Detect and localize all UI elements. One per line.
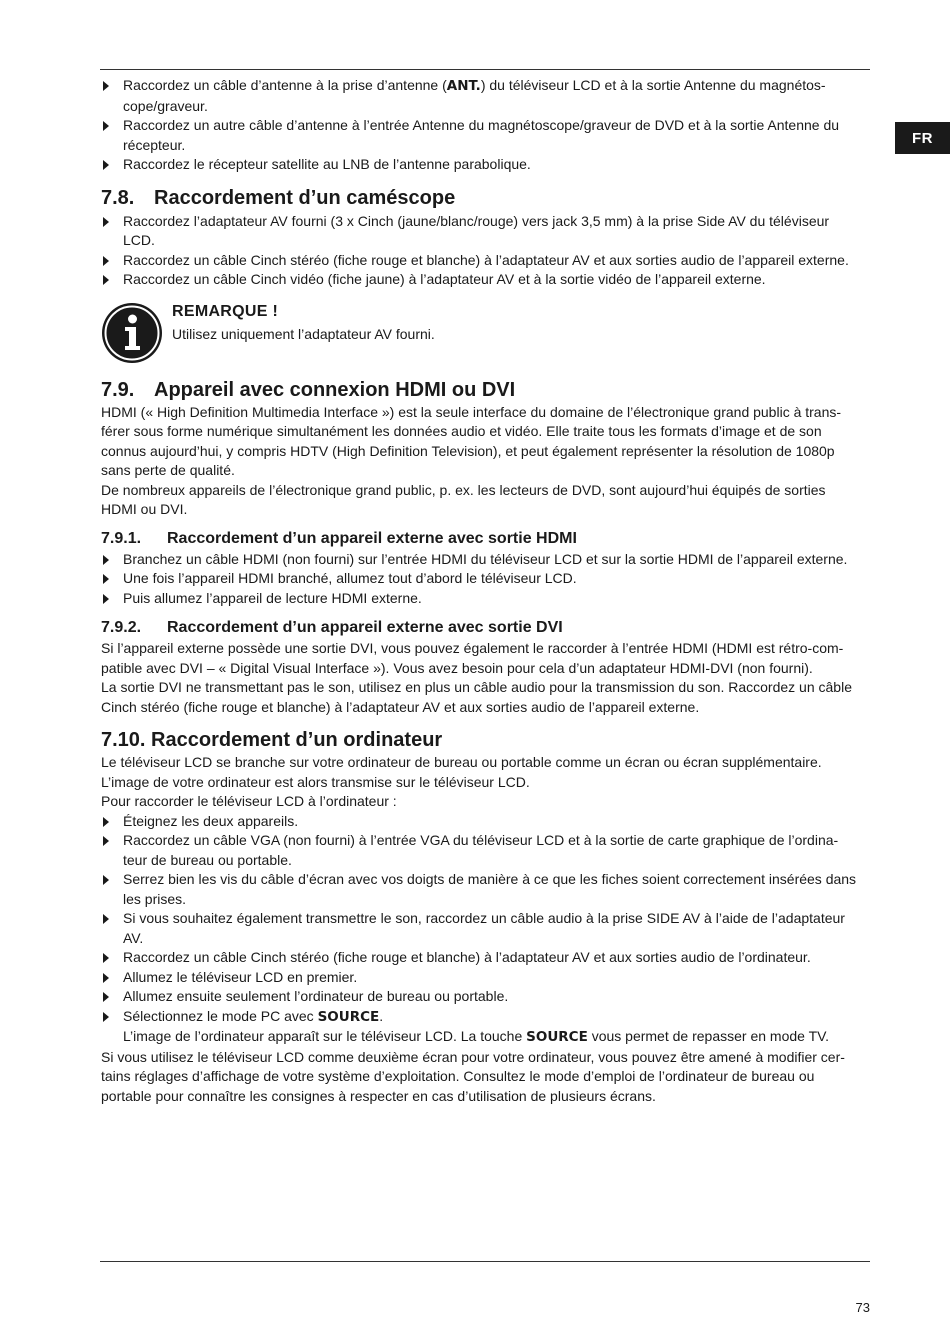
list-item: Raccordez un câble Cinch vidéo (fiche jaune) à l’adaptateur AV et à la sortie vidéo de l’appareil externe. [101, 270, 871, 290]
section-7-9-1-bullets [101, 550, 871, 609]
header-rule [100, 69, 870, 70]
section-heading-7-9-1: 7.9.1. Raccordement d’un appareil externe avec sortie HDMI [101, 529, 577, 547]
footer-rule [100, 1261, 870, 1262]
bullet-arrow-icon [103, 594, 109, 604]
bullet-arrow-icon [103, 836, 109, 846]
list-item: Raccordez un câble d’antenne à la prise d’antenne (ANT.) du téléviseur LCD et à la sortie Antenne du magnétos- cope/graveur. [101, 76, 871, 116]
section-7-8-bullets [101, 212, 871, 290]
info-icon [101, 302, 163, 364]
list-item: Serrez bien les vis du câble d’écran avec vos doigts de manière à ce que les fiches soient correctement insérées dans les prises. [101, 870, 871, 909]
key-label: SOURCE [526, 1029, 588, 1045]
note-title: REMARQUE ! [172, 302, 279, 320]
bullet-arrow-icon [103, 81, 109, 91]
intro-bullet-list [101, 76, 871, 175]
paragraph: HDMI (« High Definition Multimedia Interface ») est la seule interface du domaine de l’électronique grand public à trans- férer sous forme numérique simultanément les données audio et vidéo. Elle traite tous les formats d’image et de son connus aujourd’hui, y compris HDTV (High Definition Television), et peut également représenter la résolution de 1080p sans perte de qualité. [101, 403, 842, 478]
bullet-arrow-icon [103, 574, 109, 584]
list-item: Raccordez un câble VGA (non fourni) à l’entrée VGA du téléviseur LCD et à la sortie de carte graphique de l’ordina- teur de bureau ou portable. [101, 831, 871, 870]
section-heading-7-9-2: 7.9.2. Raccordement d’un appareil externe avec sortie DVI [101, 619, 563, 636]
paragraph: Si l’appareil externe possède une sortie DVI, vous pouvez également le raccorder à l’entrée HDMI (HDMI est rétro-com- patible avec DVI – « Digital Visual Interface »). Vous avez besoin pour cela d’un adaptateur HDMI-DVI (non fourni). [101, 640, 844, 676]
language-tab [895, 122, 950, 154]
note-text: Utilisez uniquement l’adaptateur AV fourni. [172, 325, 435, 342]
list-item: Sélectionnez le mode PC avec SOURCE. [101, 1007, 871, 1028]
paragraph: Si vous utilisez le téléviseur LCD comme deuxième écran pour votre ordinateur, vous pouvez être amené à modifier cer- tains réglages d’affichage de votre système d’exploitation. Consultez le mode d’emploi de l’ordinateur de bureau ou portable pour connaître les consignes à respecter en cas d’utilisation de plusieurs écrans. [101, 1048, 845, 1104]
list-item: Raccordez un autre câble d’antenne à l’entrée Antenne du magnétoscope/graveur de DVD et à la sortie Antenne du récepteur. [101, 116, 871, 155]
list-item: Éteignez les deux appareils. [101, 812, 871, 832]
bullet-arrow-icon [103, 160, 109, 170]
note-box [101, 302, 871, 368]
list-item: Si vous souhaitez également transmettre le son, raccordez un câble audio à la prise SIDE AV à l’aide de l’adaptateur AV. [101, 909, 871, 948]
paragraph: De nombreux appareils de l’électronique grand public, p. ex. les lecteurs de DVD, sont aujourd’hui équipés de sorties HDMI ou DVI. [101, 481, 826, 517]
section-heading-7-8: 7.8. Raccordement d’un caméscope [101, 186, 456, 209]
list-item: Une fois l’appareil HDMI branché, allumez tout d’abord le téléviseur LCD. [101, 569, 871, 589]
bullet-arrow-icon [103, 875, 109, 885]
list-item: Raccordez le récepteur satellite au LNB de l’antenne parabolique. [101, 155, 871, 175]
page-number: 73 [855, 1300, 870, 1315]
paragraph: La sortie DVI ne transmettant pas le son, utilisez en plus un câble audio pour la transmission du son. Raccordez un câble Cinch stéréo (fiche rouge et blanche) à l’adaptateur AV et aux sorties audio de l’appareil externe. [101, 679, 852, 715]
bullet-arrow-icon [103, 555, 109, 565]
bullet-arrow-icon [103, 256, 109, 266]
page-content [101, 76, 871, 1106]
bullet-arrow-icon [103, 217, 109, 227]
bullet-arrow-icon [103, 817, 109, 827]
paragraph: Le téléviseur LCD se branche sur votre ordinateur de bureau ou portable comme un écran ou écran supplémentaire. L’image de votre ordinateur est alors transmise sur le téléviseur LCD. Pour raccorder le téléviseur LCD à l’ordinateur : [101, 754, 822, 809]
bullet-arrow-icon [103, 121, 109, 131]
language-label: FR [912, 129, 933, 147]
list-item: Raccordez l’adaptateur AV fourni (3 x Cinch (jaune/blanc/rouge) vers jack 3,5 mm) à la prise Side AV du téléviseur LCD. [101, 212, 871, 251]
bullet-arrow-icon [103, 953, 109, 963]
list-item: Allumez le téléviseur LCD en premier. [101, 968, 871, 988]
list-continuation: L’image de l’ordinateur apparaît sur le téléviseur LCD. La touche SOURCE vous permet de repasser en mode TV. [123, 1028, 830, 1045]
bullet-arrow-icon [103, 914, 109, 924]
list-item: Raccordez un câble Cinch stéréo (fiche rouge et blanche) à l’adaptateur AV et aux sorties audio de l’ordinateur. [101, 948, 871, 968]
bullet-arrow-icon [103, 275, 109, 285]
key-label: ANT. [446, 78, 481, 94]
list-item: Puis allumez l’appareil de lecture HDMI externe. [101, 589, 871, 609]
list-item: Allumez ensuite seulement l’ordinateur de bureau ou portable. [101, 987, 871, 1007]
section-heading-7-10: 7.10. Raccordement d’un ordinateur [101, 729, 443, 751]
section-heading-7-9: 7.9. Appareil avec connexion HDMI ou DVI [101, 378, 516, 401]
section-7-10-bullets [101, 812, 871, 1028]
bullet-arrow-icon [103, 992, 109, 1002]
list-item: Raccordez un câble Cinch stéréo (fiche rouge et blanche) à l’adaptateur AV et aux sorties audio de l’appareil externe. [101, 251, 871, 271]
bullet-arrow-icon [103, 973, 109, 983]
list-item: Branchez un câble HDMI (non fourni) sur l’entrée HDMI du téléviseur LCD et sur la sortie HDMI de l’appareil externe. [101, 550, 871, 570]
bullet-arrow-icon [103, 1012, 109, 1022]
key-label: SOURCE [317, 1008, 380, 1025]
